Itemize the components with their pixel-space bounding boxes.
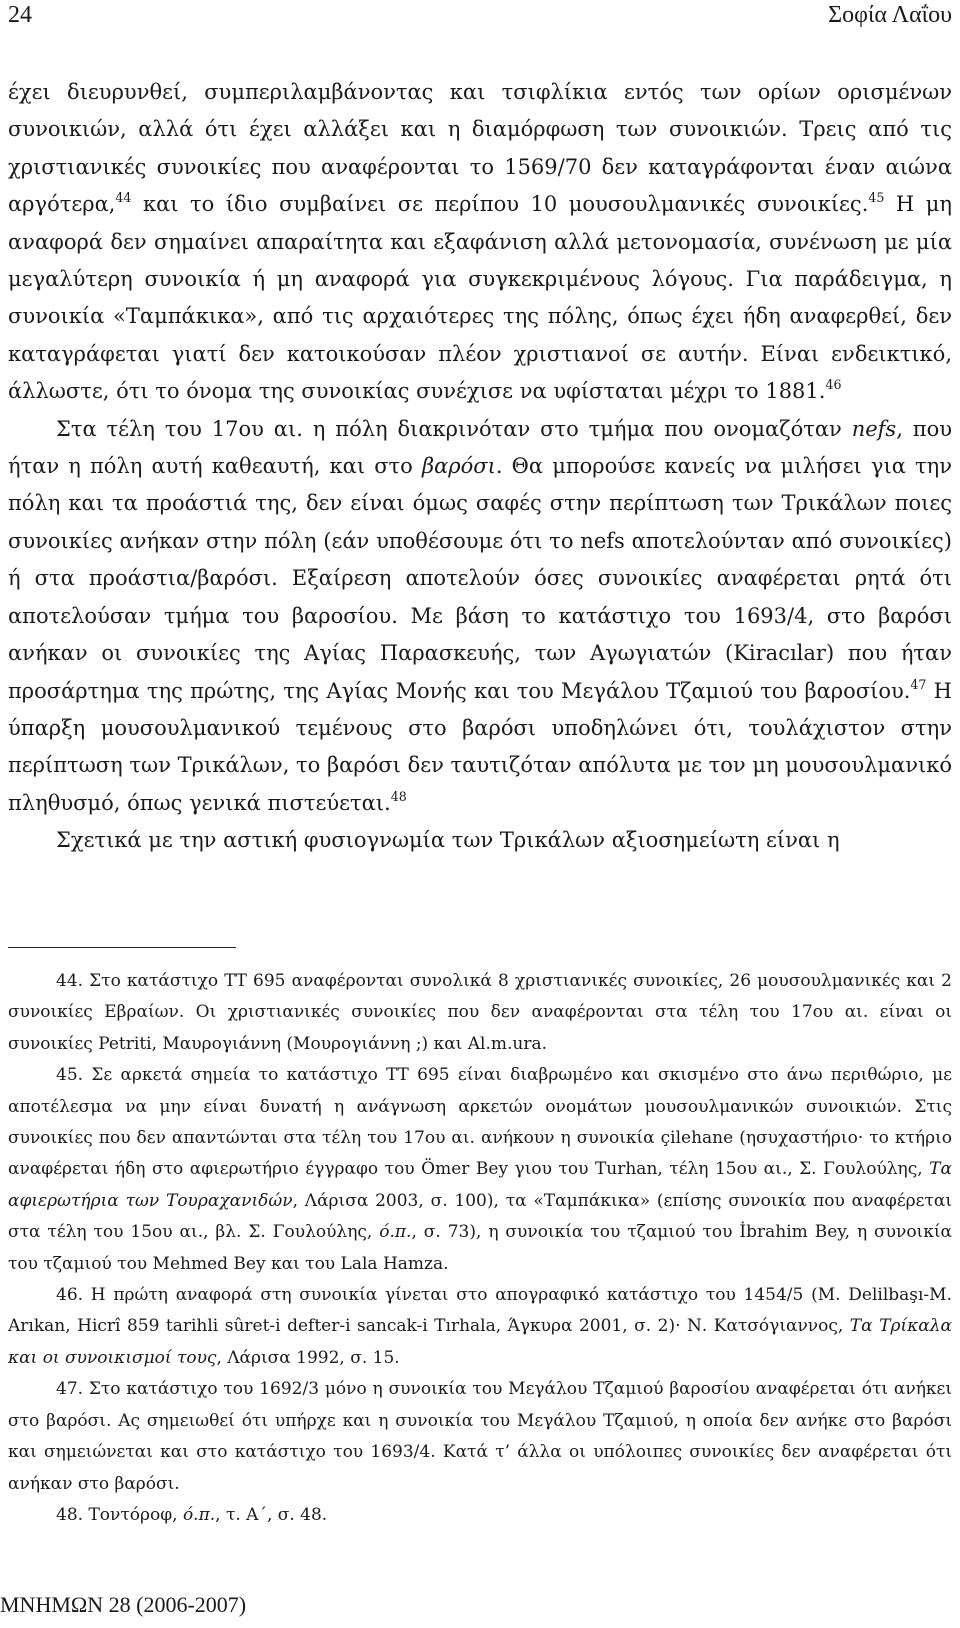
footnote-44: 44. Στο κατάστιχο ΤΤ 695 αναφέρονται συνολικά 8 χριστιανικές συνοικίες, 26 μουσουλμανικές και 2 συνοικίες Εβραίων. Οι χριστιανικές συνοικίες που δεν αναφέρονται στα τέλη του 17ου αι. είναι οι συνοικίες Petriti, Μαυρογιάννη (Μουρογιάννη ;) και Al.m.ura. [8,971,952,1054]
footnote-ref-48: 48 [390,788,407,804]
running-header [8,2,952,32]
running-author: Σοφία Λαΐου [828,2,952,28]
footnote-46: 46. Η πρώτη αναφορά στη συνοικία γίνεται στο απογραφικό κατάστιχο του 1454/5 (M. Delilbaşı-M. Arıkan, Hicrî 859 tarihli sûret-i defter-i sancak-i Tırhala, Άγκυρα 2001, σ. 2)· Ν. Κατσόγιαννος, Τα Τρίκαλα και οι συνοικισμοί τους, Λάρισα 1992, σ. 15. [8,1285,952,1368]
term-varosi: βαρόσι [421,454,496,479]
footnote-ref-47: 47 [910,676,927,692]
footnote-47: 47. Στο κατάστιχο του 1692/3 μόνο η συνοικία του Μεγάλου Τζαμιού βαροσίου αναφέρεται ότι ανήκει στο βαρόσι. Ας σημειωθεί ότι υπήρχε και η συνοικία του Μεγάλου Τζαμιού, η οποία δεν ανήκε στο βαρόσι και σημειώνεται και στο κατάστιχο του 1693/4. Κατά τ’ άλλα οι υπόλοιπες συνοικίες δεν αναφέρεται ότι ανήκαν στο βαρόσι. [8,1379,952,1494]
term-nefs: nefs [851,416,897,441]
footnote-45: 45. Σε αρκετά σημεία το κατάστιχο ΤΤ 695 είναι διαβρωμένο και σκισμένο στο άνω περιθώριο, με αποτέλεσμα να μην είναι δυνατή η ανάγνωση αρκετών ονομάτων μουσουλμανικών συνοικιών. Στις συνοικίες που δεν απαντώνται στα τέλη του 17ου αι. ανήκουν η συνοικία çilehane (ησυχαστήριο· το κτήριο αναφέρεται ήδη στο αφιερωτήριο έγγραφο του Ömer Bey γιου του Turhan, τέλη 15ου αι., Σ. Γουλούλης, Τα αφιερωτήρια των Τουραχανιδών, Λάρισα 2003, σ. 100), τα «Ταμπάκικα» (επίσης συνοικία που αναφέρεται στα τέλη του 15ου αι., βλ. Σ. Γουλούλης, ό.π., σ. 73), η συνοικία του τζαμιού του İbrahim Bey, η συνοικία του τζαμιού του Mehmed Bey και του Lala Hamza. [8,1065,952,1274]
footnote-ref-46: 46 [825,377,842,393]
footnotes [8,966,952,1531]
footnote-divider [8,947,236,948]
footnote-ref-44: 44 [115,190,132,206]
footnote-48: 48. Τοντόροφ, ό.π., τ. Α΄, σ. 48. [56,1504,328,1525]
footnote-ref-45: 45 [868,190,885,206]
paragraph-3: Σχετικά με την αστική φυσιογνωμία των Τρικάλων αξιοσημείωτη είναι η [56,828,840,853]
journal-footer: ΜΝΗΜΩΝ 28 (2006-2007) [0,1592,247,1617]
paragraph-2: Στα τέλη του 17ου αι. η πόλη διακρινόταν στο τμήμα που ονομαζόταν nefs, που ήταν η πόλη αυτή καθεαυτή, και στο βαρόσι. Θα μπορούσε κανείς να μιλήσει για την πόλη και τα προάστιά της, δεν είναι όμως σαφές στην περίπτωση των Τρικάλων ποιες συνοικίες ανήκαν στην πόλη (εάν υποθέσουμε ότι το nefs αποτελούνταν από συνοικίες) ή στα προάστια/βαρόσι. Εξαίρεση αποτελούν όσες συνοικίες αναφέρεται ρητά ότι αποτελούσαν τμήμα του βαροσίου. Με βάση το κατάστιχο του 1693/4, στο βαρόσι ανήκαν οι συνοικίες της Αγίας Παρασκευής, των Αγωγιατών (Kiracılar) που ήταν προσάρτημα της πρώτης, της Αγίας Μονής και του Μεγάλου Τζαμιού του βαροσίου.$^{47}$ Η ύπαρξη μουσουλμανικού τεμένους στο βαρόσι υποδηλώνει ότι, τουλάχιστον στην περίπτωση των Τρικάλων, το βαρόσι δεν ταυτιζόταν απόλυτα με τον μη μουσουλμανικό πληθυσμό, όπως γενικά πιστεύεται.$^{48}$ [8,416,953,815]
page-number: 24 [8,2,32,28]
main-text [8,74,952,860]
paragraph-1: έχει διευρυνθεί, συμπεριλαμβάνοντας και τσιφλίκια εντός των ορίων ορισμένων συνοικιών, αλλά ότι έχει αλλάξει και η διαμόρφωση των συνοικιών. Τρεις από τις χριστιανικές συνοικίες που αναφέρονται το 1569/70 δεν καταγράφονται έναν αιώνα αργότερα,$^{44}$ και το ίδιο συμβαίνει σε περίπου 10 μουσουλμανικές συνοικίες.$^{45}$ Η μη αναφορά δεν σημαίνει απαραίτητα και εξαφάνιση αλλά μετονομασία, συνένωση με μία μεγαλύτερη συνοικία ή μη αναφορά για συγκεκριμένους λόγους. Για παράδειγμα, η συνοικία «Ταμπάκικα», από τις αρχαιότερες της πόλης, όπως έχει ήδη αναφερθεί, δεν καταγράφεται γιατί δεν κατοικούσαν πλέον χριστιανοί σε αυτήν. Είναι ενδεικτικό, άλλωστε, ότι το όνομα της συνοικίας συνέχισε να υφίσταται μέχρι το 1881.46 [8,80,952,404]
